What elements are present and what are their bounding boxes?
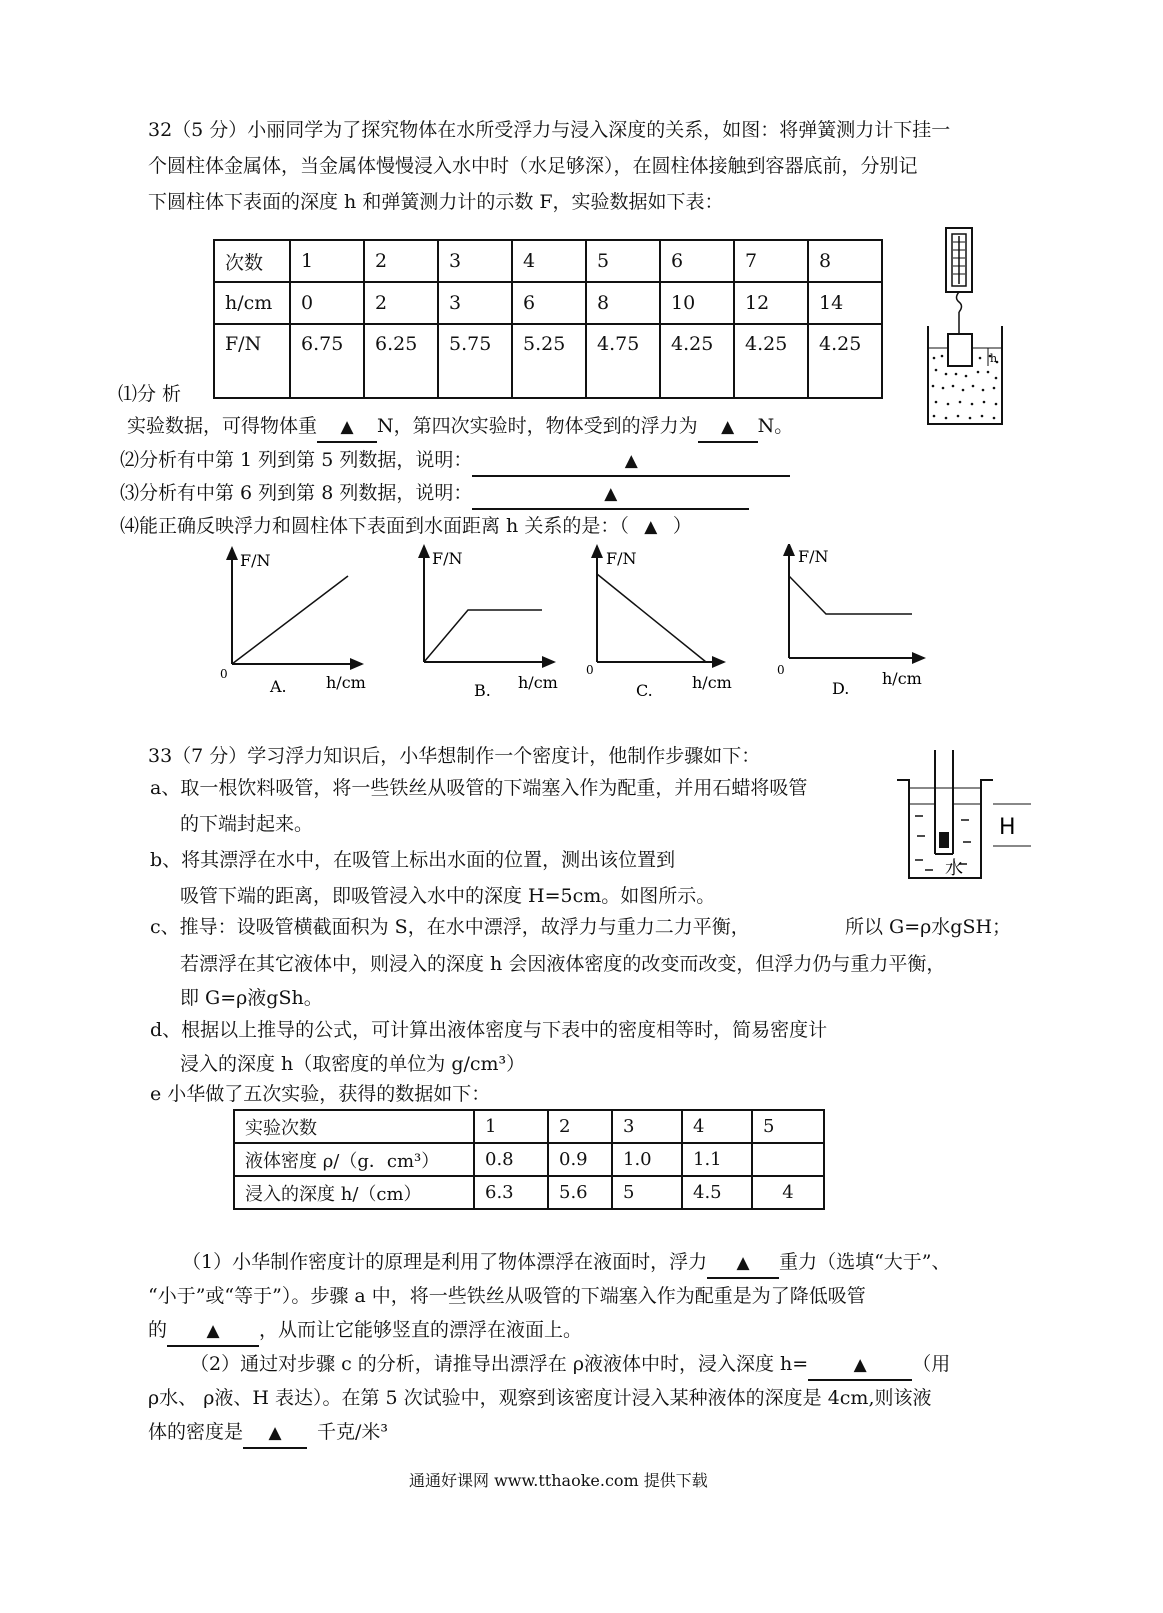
table-cell: 次数 [214, 240, 290, 282]
graph-d-option: D. [832, 679, 850, 698]
q33-part1-text-c: 的 [148, 1319, 168, 1341]
q33-step-a-1: a、取一根饮料吸管，将一些铁丝从吸管的下端塞入作为配重，并用石蜡将吸管 [150, 777, 808, 799]
table-row [214, 282, 882, 324]
graph-b-xlabel: h/cm [518, 673, 558, 692]
beaker-densimeter-figure [895, 750, 1045, 890]
table-row [234, 1176, 824, 1209]
q32-part2-text: ⑵分析有中第 1 列到第 5 列数据，说明： [120, 449, 473, 471]
answer-blank[interactable] [472, 479, 749, 510]
table-cell: 8 [808, 240, 882, 282]
beaker-water-label: 水 [945, 858, 963, 879]
graph-d-ylabel: F/N [798, 547, 829, 566]
q33-part1-line-3 [148, 1316, 582, 1347]
q32-part1-text-a: 实验数据，可得物体重 [127, 415, 318, 437]
table-cell: 0.8 [474, 1143, 548, 1176]
table-cell: 实验次数 [234, 1110, 474, 1143]
table-cell: 4 [512, 240, 586, 282]
blank-triangle-icon: ▲ [340, 417, 354, 437]
q33-step-b-2: 吸管下端的距离，即吸管浸入水中的深度 H=5cm。如图所示。 [180, 885, 716, 907]
blank-triangle-icon: ▲ [644, 517, 658, 537]
q33-part1-text-b: 重力（选填“大于”、 [779, 1251, 951, 1273]
graph-b[interactable] [424, 546, 558, 700]
q32-part4-text: ⑷能正确反映浮力和圆柱体下表面到水面距离 h 关系的是：（ [120, 515, 629, 537]
graph-b-ylabel: F/N [432, 549, 463, 568]
table-cell: 4.25 [660, 324, 734, 398]
graph-b-option: B. [474, 681, 491, 700]
q32-part4-line [120, 512, 692, 541]
blank-triangle-icon: ▲ [721, 417, 735, 437]
table-cell: 5 [586, 240, 660, 282]
table-cell: 8 [586, 282, 660, 324]
q33-part2-line-3 [148, 1418, 388, 1449]
table-cell: 1.0 [612, 1143, 682, 1176]
q32-part1-line [127, 412, 793, 443]
table-cell: 4.25 [734, 324, 808, 398]
table-cell: 6 [660, 240, 734, 282]
table-cell: 3 [438, 282, 512, 324]
q32-part1-text-c: N。 [757, 415, 794, 437]
q33-step-c-3: 即 G=ρ液gSh。 [180, 987, 323, 1009]
q32-intro-line-1: 32（5 分）小丽同学为了探究物体在水所受浮力与浸入深度的关系，如图：将弹簧测力计下挂一 [148, 119, 951, 141]
blank-triangle-icon: ▲ [268, 1423, 282, 1443]
table-cell: 14 [808, 282, 882, 324]
table-cell: 0.9 [548, 1143, 612, 1176]
graph-d-line [789, 576, 912, 614]
table-cell: 4 [682, 1110, 752, 1143]
graph-a-xlabel: h/cm [326, 673, 366, 692]
blank-triangle-icon: ▲ [604, 484, 618, 504]
q32-part3-text: ⑶分析有中第 6 列到第 8 列数据，说明： [120, 482, 473, 504]
table-cell: 6.3 [474, 1176, 548, 1209]
q32-intro-line-2: 个圆柱体金属体，当金属体慢慢浸入水中时（水足够深），在圆柱体接触到容器底前，分别记 [148, 155, 918, 177]
table-cell: 5 [752, 1110, 824, 1143]
table-cell[interactable] [752, 1143, 824, 1176]
table-cell: 6.25 [364, 324, 438, 398]
table-cell: F/N [214, 324, 290, 398]
table-cell: 1.1 [682, 1143, 752, 1176]
table-cell: 5.25 [512, 324, 586, 398]
table-row [214, 240, 882, 282]
table-row [234, 1110, 824, 1143]
answer-blank[interactable] [472, 446, 790, 477]
graph-c-ylabel: F/N [606, 549, 637, 568]
blank-triangle-icon: ▲ [624, 451, 638, 471]
blank-triangle-icon: ▲ [853, 1355, 867, 1375]
table-cell: 5.75 [438, 324, 512, 398]
graph-c-origin: 0 [586, 663, 594, 677]
graph-a-option: A. [270, 677, 287, 696]
table-cell: h/cm [214, 282, 290, 324]
q33-part2-text-c: 体的密度是 [148, 1421, 244, 1443]
option-graphs [212, 544, 932, 704]
table-cell: 6 [512, 282, 586, 324]
table-cell: 2 [548, 1110, 612, 1143]
graph-a-line [232, 576, 348, 664]
table-cell: 7 [734, 240, 808, 282]
q33-step-d-2: 浸入的深度 h（取密度的单位为 g/cm³） [180, 1053, 526, 1075]
q32-part1-text-b: N，第四次实验时，物体受到的浮力为 [377, 415, 698, 437]
graph-d[interactable] [777, 544, 924, 698]
blank-triangle-icon: ▲ [736, 1253, 750, 1273]
q33-part2-text-d: 千克/米³ [317, 1421, 389, 1443]
answer-blank[interactable] [629, 512, 673, 541]
graph-c-xlabel: h/cm [692, 673, 732, 692]
q33-part1-line-2: “小于”或“等于”）。步骤 a 中，将一些铁丝从吸管的下端塞入作为配重是为了降低吸管 [148, 1285, 866, 1307]
q33-part2-line-1 [190, 1350, 950, 1381]
q33-data-table [233, 1109, 825, 1210]
beaker-h-label: H [999, 815, 1016, 840]
q33-part2-text-b: （用 [912, 1353, 951, 1375]
table-cell: 6.75 [290, 324, 364, 398]
table-cell: 5 [612, 1176, 682, 1209]
answer-blank[interactable] [808, 1350, 912, 1381]
table-cell: 1 [474, 1110, 548, 1143]
graph-d-xlabel: h/cm [882, 669, 922, 688]
table-cell: 浸入的深度 h/（cm） [234, 1176, 474, 1209]
graph-b-line [424, 610, 542, 662]
q32-part2-line [120, 446, 790, 477]
answer-blank[interactable] [698, 412, 758, 443]
table-cell: 3 [438, 240, 512, 282]
table-cell: 4 [752, 1176, 824, 1209]
q32-part4-close: ） [672, 515, 692, 537]
table-cell: 3 [612, 1110, 682, 1143]
spring-scale-apparatus [918, 222, 1018, 432]
blank-triangle-icon: ▲ [206, 1321, 220, 1341]
q33-part2-text-a: （2）通过对步骤 c 的分析，请推导出漂浮在 ρ液液体中时，浸入深度 h= [190, 1353, 809, 1375]
q32-part1-label: ⑴分 析 [118, 383, 182, 405]
answer-blank[interactable] [243, 1418, 307, 1449]
q33-step-a-2: 的下端封起来。 [180, 813, 314, 835]
table-cell: 1 [290, 240, 364, 282]
table-cell: 4.25 [808, 324, 882, 398]
graph-a-ylabel: F/N [240, 551, 271, 570]
table-cell: 10 [660, 282, 734, 324]
table-cell: 0 [290, 282, 364, 324]
q33-step-e: e 小华做了五次实验，获得的数据如下： [150, 1083, 491, 1105]
table-cell: 2 [364, 282, 438, 324]
table-row [214, 324, 882, 398]
q33-part1-text-d: ，从而让它能够竖直的漂浮在液面上。 [259, 1319, 583, 1341]
q33-step-c-1b: 所以 G=ρ水gSH； [845, 916, 1012, 938]
depth-label: h [990, 352, 998, 365]
table-cell: 12 [734, 282, 808, 324]
answer-blank[interactable] [707, 1248, 779, 1279]
q33-part1-text-a: （1）小华制作密度计的原理是利用了物体漂浮在液面时，浮力 [182, 1251, 708, 1273]
table-row [234, 1143, 824, 1176]
answer-blank[interactable] [317, 412, 377, 443]
table-cell: 液体密度 ρ/（g．cm³） [234, 1143, 474, 1176]
q32-part3-line [120, 479, 749, 510]
graph-c[interactable] [586, 546, 732, 700]
q33-part2-line-2: ρ水、 ρ液、H 表达）。在第 5 次试验中，观察到该密度计浸入某种液体的深度是 4cm,则该液 [148, 1387, 932, 1409]
q33-step-c-2: 若漂浮在其它液体中，则浸入的深度 h 会因液体密度的改变而改变，但浮力仍与重力平衡， [180, 953, 946, 975]
graph-a-origin: 0 [220, 667, 228, 681]
table-cell: 4.5 [682, 1176, 752, 1209]
table-cell: 4.75 [586, 324, 660, 398]
table-cell: 2 [364, 240, 438, 282]
graph-d-origin: 0 [777, 663, 785, 677]
table-cell: 5.6 [548, 1176, 612, 1209]
q32-intro-line-3: 下圆柱体下表面的深度 h 和弹簧测力计的示数 F，实验数据如下表： [148, 191, 724, 213]
q33-intro: 33（7 分）学习浮力知识后，小华想制作一个密度计，他制作步骤如下： [148, 745, 761, 767]
q33-step-b-1: b、将其漂浮在水中，在吸管上标出水面的位置，测出该位置到 [150, 849, 676, 871]
graph-c-line [597, 574, 706, 662]
answer-blank[interactable] [167, 1316, 259, 1347]
q33-part1-line-1 [182, 1248, 951, 1279]
q33-step-c-1: c、推导：设吸管横截面积为 S，在水中漂浮，故浮力与重力二力平衡， [150, 916, 750, 938]
q33-step-d-1: d、根据以上推导的公式，可计算出液体密度与下表中的密度相等时，简易密度计 [150, 1019, 828, 1041]
q32-data-table [213, 239, 883, 399]
footer-source: 通通好课网 www.tthaoke.com 提供下载 [409, 1471, 708, 1490]
graph-a[interactable] [220, 548, 366, 696]
graph-c-option: C. [636, 681, 653, 700]
